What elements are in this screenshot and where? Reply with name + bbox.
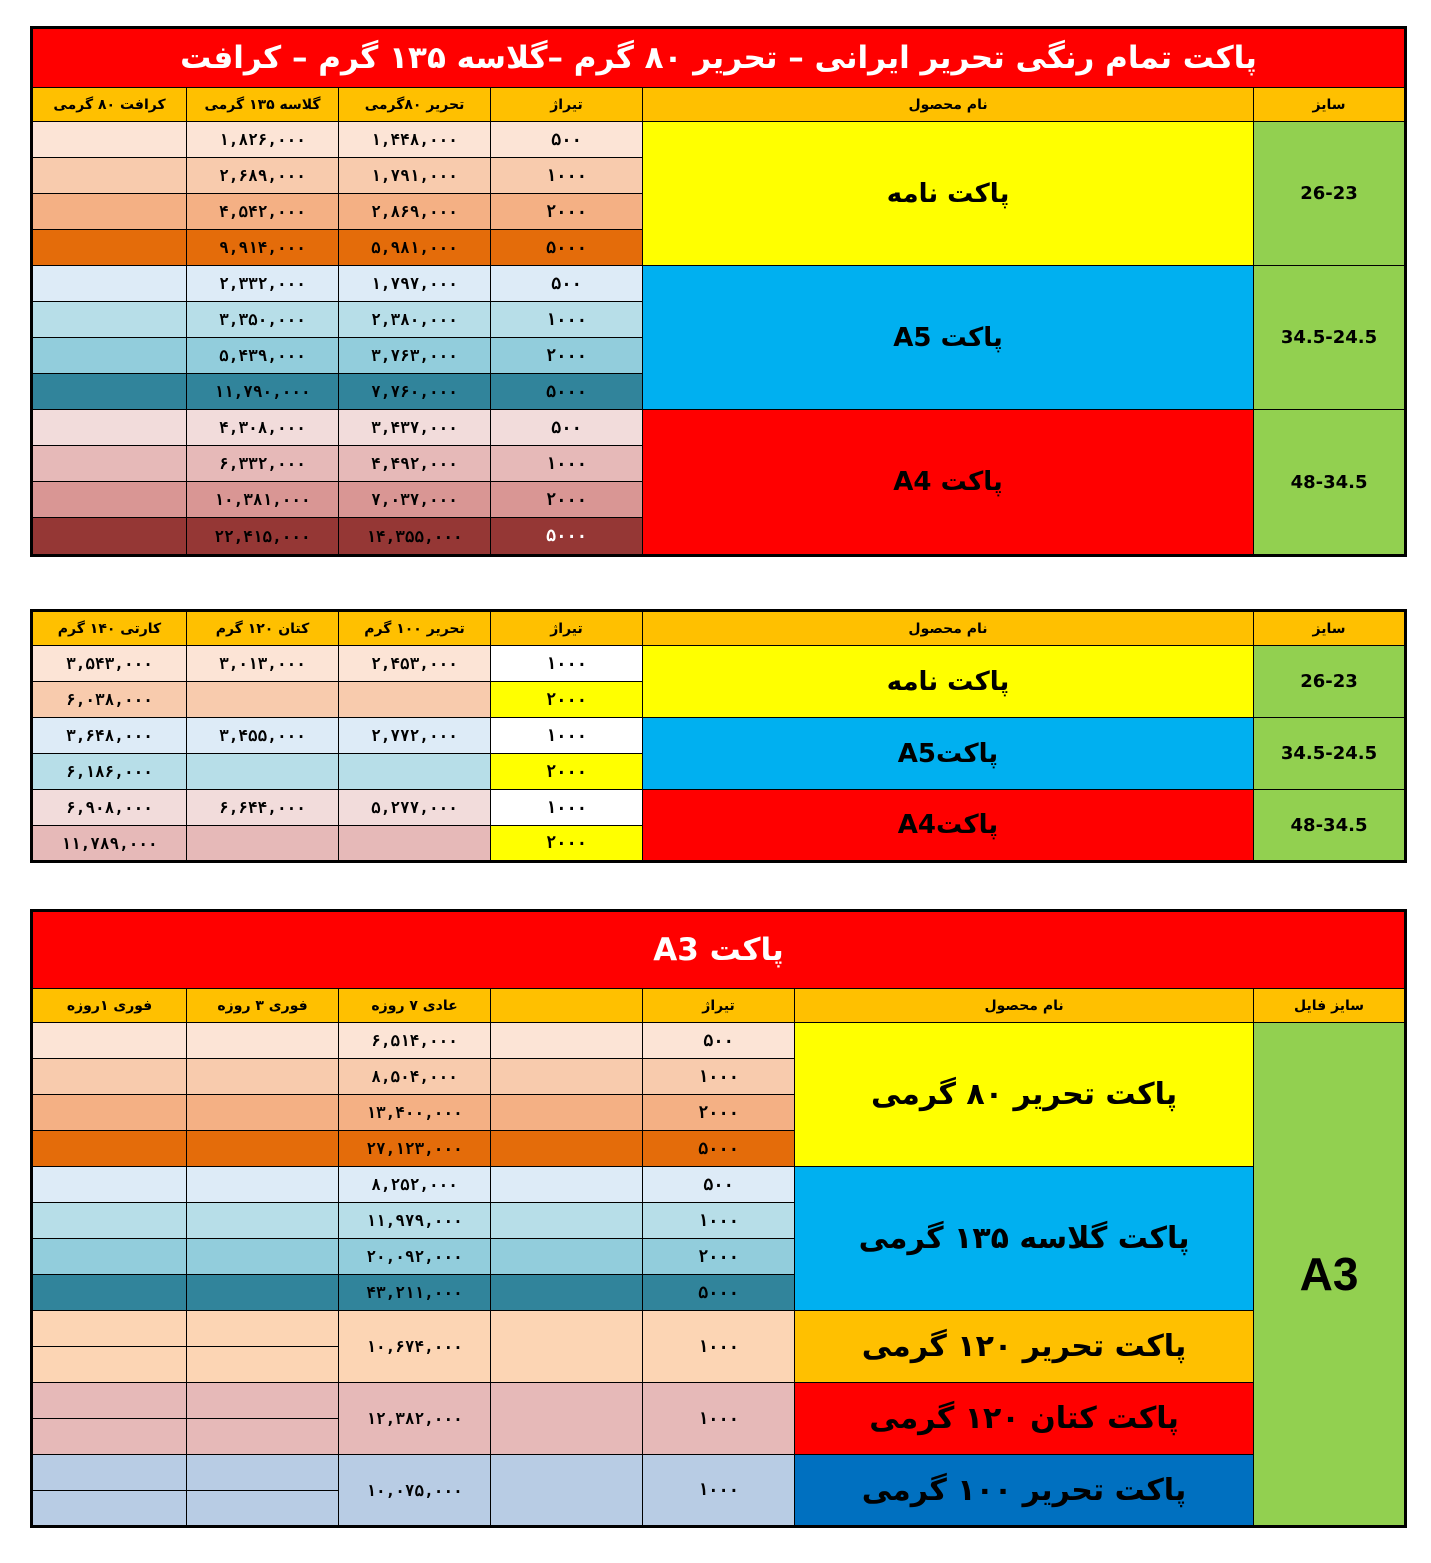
price-cell: ۱۳,۴۰۰,۰۰۰ — [339, 1095, 491, 1131]
price-table-special-paper — [30, 609, 1407, 863]
price-cell: ۳,۳۵۰,۰۰۰ — [187, 302, 339, 338]
price-cell: ۱۰,۰۷۵,۰۰۰ — [339, 1455, 491, 1527]
empty-cell — [187, 1491, 339, 1527]
header-size: سایز — [1254, 88, 1406, 122]
table-row — [32, 410, 1406, 446]
table-row — [32, 718, 1406, 754]
price-cell — [32, 338, 187, 374]
empty-cell — [187, 1455, 339, 1491]
price-cell: ۵,۴۳۹,۰۰۰ — [187, 338, 339, 374]
size-cell: 48-34.5 — [1254, 790, 1406, 862]
price-cell: ۱۰,۳۸۱,۰۰۰ — [187, 482, 339, 518]
price-cell — [32, 122, 187, 158]
header-file-size: سایز فایل — [1254, 989, 1406, 1023]
price-cell — [32, 158, 187, 194]
quantity-cell: ۲۰۰۰ — [643, 1095, 795, 1131]
price-cell — [32, 446, 187, 482]
price-cell: ۱۱,۷۸۹,۰۰۰ — [32, 826, 187, 862]
quantity-cell: ۱۰۰۰ — [643, 1455, 795, 1527]
price-cell — [32, 302, 187, 338]
price-cell — [32, 410, 187, 446]
empty-cell — [491, 1311, 643, 1383]
header-card-140: کارتی ۱۴۰ گرم — [32, 611, 187, 646]
price-cell — [187, 826, 339, 862]
price-cell — [32, 482, 187, 518]
header-linen-120: کتان ۱۲۰ گرم — [187, 611, 339, 646]
header-empty — [491, 989, 643, 1023]
product-name: پاکتA5 — [643, 718, 1254, 790]
empty-cell — [32, 1131, 187, 1167]
product-name: پاکت A4 — [643, 410, 1254, 556]
empty-cell — [32, 1383, 187, 1419]
empty-cell — [187, 1131, 339, 1167]
quantity-cell: ۱۰۰۰ — [491, 646, 643, 682]
price-cell: ۶,۰۳۸,۰۰۰ — [32, 682, 187, 718]
empty-cell — [32, 1239, 187, 1275]
table-row — [32, 790, 1406, 826]
price-cell: ۱,۸۲۶,۰۰۰ — [187, 122, 339, 158]
size-cell: 34.5-24.5 — [1254, 266, 1406, 410]
header-express-1day: فوری ۱روزه — [32, 989, 187, 1023]
empty-cell — [187, 1311, 339, 1347]
price-cell: ۹,۹۱۴,۰۰۰ — [187, 230, 339, 266]
quantity-cell: ۵۰۰ — [643, 1167, 795, 1203]
header-quantity: تیراژ — [491, 611, 643, 646]
quantity-cell: ۲۰۰۰ — [491, 482, 643, 518]
price-cell: ۲,۳۳۲,۰۰۰ — [187, 266, 339, 302]
table-row — [32, 1167, 1406, 1203]
price-cell: ۳,۶۴۸,۰۰۰ — [32, 718, 187, 754]
quantity-cell: ۱۰۰۰ — [491, 718, 643, 754]
header-product-name: نام محصول — [643, 611, 1254, 646]
price-cell: ۶,۵۱۴,۰۰۰ — [339, 1023, 491, 1059]
price-cell: ۵,۲۷۷,۰۰۰ — [339, 790, 491, 826]
price-cell: ۴,۴۹۲,۰۰۰ — [339, 446, 491, 482]
price-cell: ۲۲,۴۱۵,۰۰۰ — [187, 518, 339, 556]
quantity-cell: ۱۰۰۰ — [491, 790, 643, 826]
price-cell: ۲,۳۸۰,۰۰۰ — [339, 302, 491, 338]
quantity-cell: ۱۰۰۰ — [643, 1311, 795, 1383]
empty-cell — [32, 1167, 187, 1203]
price-cell: ۴,۳۰۸,۰۰۰ — [187, 410, 339, 446]
table-row — [32, 1023, 1406, 1059]
price-cell: ۲۷,۱۲۳,۰۰۰ — [339, 1131, 491, 1167]
price-cell: ۱۲,۳۸۲,۰۰۰ — [339, 1383, 491, 1455]
empty-cell — [187, 1095, 339, 1131]
size-cell: 26-23 — [1254, 122, 1406, 266]
header-tahrir-80: تحریر ۸۰گرمی — [339, 88, 491, 122]
header-glossy-135: گلاسه ۱۳۵ گرمی — [187, 88, 339, 122]
quantity-cell: ۱۰۰۰ — [491, 446, 643, 482]
header-quantity: تیراژ — [491, 88, 643, 122]
price-cell: ۱۰,۶۷۴,۰۰۰ — [339, 1311, 491, 1383]
quantity-cell: ۵۰۰۰ — [643, 1131, 795, 1167]
quantity-cell: ۵۰۰ — [491, 122, 643, 158]
empty-cell — [187, 1419, 339, 1455]
empty-cell — [491, 1023, 643, 1059]
price-cell: ۶,۱۸۶,۰۰۰ — [32, 754, 187, 790]
empty-cell — [187, 1203, 339, 1239]
empty-cell — [32, 1347, 187, 1383]
quantity-cell: ۲۰۰۰ — [491, 338, 643, 374]
empty-cell — [491, 1203, 643, 1239]
empty-cell — [491, 1131, 643, 1167]
price-cell: ۲,۶۸۹,۰۰۰ — [187, 158, 339, 194]
empty-cell — [187, 1167, 339, 1203]
price-cell: ۳,۰۱۳,۰۰۰ — [187, 646, 339, 682]
empty-cell — [491, 1383, 643, 1455]
price-cell: ۳,۵۴۳,۰۰۰ — [32, 646, 187, 682]
price-cell: ۱۱,۹۷۹,۰۰۰ — [339, 1203, 491, 1239]
quantity-cell: ۲۰۰۰ — [491, 754, 643, 790]
empty-cell — [187, 1383, 339, 1419]
product-name: پاکت نامه — [643, 122, 1254, 266]
size-cell: 34.5-24.5 — [1254, 718, 1406, 790]
product-name: پاکتA4 — [643, 790, 1254, 862]
price-cell — [32, 374, 187, 410]
table-row — [32, 266, 1406, 302]
quantity-cell: ۱۰۰۰ — [491, 302, 643, 338]
empty-cell — [32, 1491, 187, 1527]
empty-cell — [491, 1167, 643, 1203]
product-name: پاکت تحریر ۸۰ گرمی — [795, 1023, 1254, 1167]
price-cell: ۱,۴۴۸,۰۰۰ — [339, 122, 491, 158]
price-cell: ۱,۷۹۱,۰۰۰ — [339, 158, 491, 194]
price-cell: ۴,۵۴۲,۰۰۰ — [187, 194, 339, 230]
price-cell: ۲,۴۵۳,۰۰۰ — [339, 646, 491, 682]
price-table-full-color — [30, 26, 1407, 557]
quantity-cell: ۵۰۰ — [491, 266, 643, 302]
header-product-name: نام محصول — [795, 989, 1254, 1023]
price-cell: ۱,۷۹۷,۰۰۰ — [339, 266, 491, 302]
size-cell: 48-34.5 — [1254, 410, 1406, 556]
price-cell — [32, 518, 187, 556]
price-table-a3 — [30, 909, 1407, 1528]
price-cell — [187, 682, 339, 718]
quantity-cell: ۲۰۰۰ — [491, 682, 643, 718]
quantity-cell: ۵۰۰ — [491, 410, 643, 446]
price-cell: ۱۴,۳۵۵,۰۰۰ — [339, 518, 491, 556]
price-cell: ۲,۸۶۹,۰۰۰ — [339, 194, 491, 230]
price-cell: ۶,۹۰۸,۰۰۰ — [32, 790, 187, 826]
empty-cell — [187, 1023, 339, 1059]
empty-cell — [187, 1059, 339, 1095]
price-cell: ۳,۴۵۵,۰۰۰ — [187, 718, 339, 754]
empty-cell — [187, 1239, 339, 1275]
price-cell — [339, 682, 491, 718]
quantity-cell: ۲۰۰۰ — [491, 826, 643, 862]
empty-cell — [32, 1203, 187, 1239]
header-product-name: نام محصول — [643, 88, 1254, 122]
quantity-cell: ۲۰۰۰ — [643, 1239, 795, 1275]
header-quantity: تیراژ — [643, 989, 795, 1023]
empty-cell — [32, 1059, 187, 1095]
price-cell: ۶,۶۴۴,۰۰۰ — [187, 790, 339, 826]
price-cell: ۳,۷۶۳,۰۰۰ — [339, 338, 491, 374]
empty-cell — [187, 1347, 339, 1383]
price-cell — [32, 266, 187, 302]
product-name: پاکت تحریر ۱۰۰ گرمی — [795, 1455, 1254, 1527]
table-row — [32, 1311, 1406, 1347]
empty-cell — [32, 1455, 187, 1491]
price-cell — [339, 754, 491, 790]
empty-cell — [491, 1095, 643, 1131]
header-size: سایز — [1254, 611, 1406, 646]
price-cell: ۲۰,۰۹۲,۰۰۰ — [339, 1239, 491, 1275]
quantity-cell: ۲۰۰۰ — [491, 194, 643, 230]
size-cell: 26-23 — [1254, 646, 1406, 718]
table-row — [32, 122, 1406, 158]
product-name: پاکت تحریر ۱۲۰ گرمی — [795, 1311, 1254, 1383]
price-cell — [187, 754, 339, 790]
header-normal-7day: عادی ۷ روزه — [339, 989, 491, 1023]
quantity-cell: ۵۰۰۰ — [491, 518, 643, 556]
quantity-cell: ۱۰۰۰ — [491, 158, 643, 194]
price-cell: ۸,۲۵۲,۰۰۰ — [339, 1167, 491, 1203]
price-cell — [32, 230, 187, 266]
empty-cell — [491, 1455, 643, 1527]
empty-cell — [491, 1239, 643, 1275]
table-row — [32, 1455, 1406, 1491]
empty-cell — [32, 1275, 187, 1311]
price-cell — [32, 194, 187, 230]
header-express-3day: فوری ۳ روزه — [187, 989, 339, 1023]
price-cell: ۷,۷۶۰,۰۰۰ — [339, 374, 491, 410]
price-cell: ۷,۰۳۷,۰۰۰ — [339, 482, 491, 518]
empty-cell — [32, 1311, 187, 1347]
product-name: پاکت کتان ۱۲۰ گرمی — [795, 1383, 1254, 1455]
price-cell — [339, 826, 491, 862]
table-row — [32, 646, 1406, 682]
quantity-cell: ۵۰۰ — [643, 1023, 795, 1059]
empty-cell — [32, 1095, 187, 1131]
price-cell: ۸,۵۰۴,۰۰۰ — [339, 1059, 491, 1095]
product-name: پاکت نامه — [643, 646, 1254, 718]
price-cell: ۵,۹۸۱,۰۰۰ — [339, 230, 491, 266]
empty-cell — [491, 1275, 643, 1311]
empty-cell — [32, 1023, 187, 1059]
price-cell: ۴۳,۲۱۱,۰۰۰ — [339, 1275, 491, 1311]
table-title: پاکت تمام رنگی تحریر ایرانی – تحریر ۸۰ گرم –گلاسه ۱۳۵ گرم – کرافت — [32, 28, 1406, 88]
quantity-cell: ۵۰۰۰ — [491, 374, 643, 410]
quantity-cell: ۱۰۰۰ — [643, 1059, 795, 1095]
quantity-cell: ۵۰۰۰ — [643, 1275, 795, 1311]
quantity-cell: ۱۰۰۰ — [643, 1383, 795, 1455]
price-cell: ۳,۴۳۷,۰۰۰ — [339, 410, 491, 446]
table-row — [32, 1383, 1406, 1419]
size-cell: A3 — [1254, 1023, 1406, 1527]
price-cell: ۲,۷۷۲,۰۰۰ — [339, 718, 491, 754]
empty-cell — [187, 1275, 339, 1311]
header-kraft-80: کرافت ۸۰ گرمی — [32, 88, 187, 122]
table-title: پاکت A3 — [32, 911, 1406, 989]
price-cell: ۶,۳۳۲,۰۰۰ — [187, 446, 339, 482]
header-tahrir-100: تحریر ۱۰۰ گرم — [339, 611, 491, 646]
empty-cell — [32, 1419, 187, 1455]
empty-cell — [491, 1059, 643, 1095]
product-name: پاکت A5 — [643, 266, 1254, 410]
product-name: پاکت گلاسه ۱۳۵ گرمی — [795, 1167, 1254, 1311]
quantity-cell: ۵۰۰۰ — [491, 230, 643, 266]
quantity-cell: ۱۰۰۰ — [643, 1203, 795, 1239]
price-cell: ۱۱,۷۹۰,۰۰۰ — [187, 374, 339, 410]
